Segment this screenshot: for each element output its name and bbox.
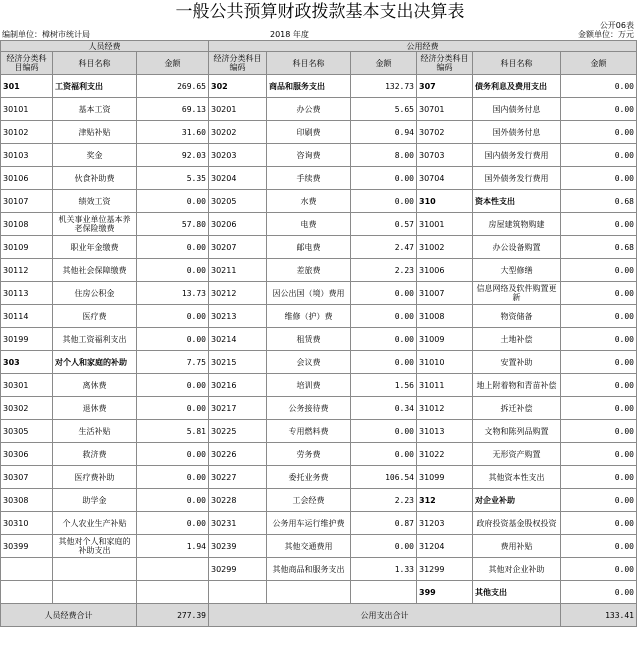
code-cell: 30102 xyxy=(1,121,53,144)
code-cell: 31006 xyxy=(417,259,473,282)
code-cell: 399 xyxy=(417,581,473,604)
amount-cell: 0.00 xyxy=(137,236,209,259)
group-public-header: 公用经费 xyxy=(209,41,637,52)
code-cell: 30305 xyxy=(1,420,53,443)
code-cell xyxy=(209,581,267,604)
item-name-cell: 债务利息及费用支出 xyxy=(473,75,561,98)
amount-cell: 0.00 xyxy=(351,351,417,374)
amount-cell: 2.47 xyxy=(351,236,417,259)
public-total-value: 133.41 xyxy=(561,604,637,627)
amount-cell: 0.00 xyxy=(561,144,637,167)
amount-cell: 0.00 xyxy=(351,305,417,328)
amount-cell: 0.00 xyxy=(561,535,637,558)
amount-cell: 0.00 xyxy=(351,167,417,190)
amount-cell: 2.23 xyxy=(351,259,417,282)
code-cell: 31022 xyxy=(417,443,473,466)
code-cell: 30225 xyxy=(209,420,267,443)
item-name-cell: 医疗费补助 xyxy=(53,466,137,489)
code-cell: 31010 xyxy=(417,351,473,374)
item-name-cell: 办公设备购置 xyxy=(473,236,561,259)
amount-cell: 0.00 xyxy=(351,190,417,213)
amount-cell: 0.00 xyxy=(351,420,417,443)
item-name-cell: 租赁费 xyxy=(267,328,351,351)
col-code-header: 经济分类科目编码 xyxy=(209,52,267,75)
item-name-cell: 公务接待费 xyxy=(267,397,351,420)
form-number: 公开06表 xyxy=(599,21,634,30)
item-name-cell: 印刷费 xyxy=(267,121,351,144)
table-row xyxy=(1,121,637,144)
code-cell: 31099 xyxy=(417,466,473,489)
code-cell: 30205 xyxy=(209,190,267,213)
code-cell: 30204 xyxy=(209,167,267,190)
item-name-cell: 退休费 xyxy=(53,397,137,420)
amount-cell: 5.65 xyxy=(351,98,417,121)
table-row xyxy=(1,581,637,604)
code-cell: 30227 xyxy=(209,466,267,489)
column-header-row xyxy=(1,52,637,75)
item-name-cell: 劳务费 xyxy=(267,443,351,466)
item-name-cell: 工会经费 xyxy=(267,489,351,512)
amount-cell: 0.68 xyxy=(561,236,637,259)
col-code-header: 经济分类科目编码 xyxy=(417,52,473,75)
amount-cell: 5.81 xyxy=(137,420,209,443)
item-name-cell: 委托业务费 xyxy=(267,466,351,489)
amount-cell: 2.23 xyxy=(351,489,417,512)
amount-cell: 269.65 xyxy=(137,75,209,98)
amount-cell: 0.00 xyxy=(561,259,637,282)
table-row xyxy=(1,512,637,535)
table-row xyxy=(1,213,637,236)
code-cell: 30228 xyxy=(209,489,267,512)
code-cell: 30215 xyxy=(209,351,267,374)
item-name-cell: 土地补偿 xyxy=(473,328,561,351)
code-cell: 302 xyxy=(209,75,267,98)
code-cell: 31012 xyxy=(417,397,473,420)
item-name-cell: 信息网络及软件购置更新 xyxy=(473,282,561,305)
amount-cell: 57.80 xyxy=(137,213,209,236)
amount-cell: 0.57 xyxy=(351,213,417,236)
amount-cell: 132.73 xyxy=(351,75,417,98)
code-cell: 30112 xyxy=(1,259,53,282)
amount-cell: 0.00 xyxy=(351,328,417,351)
item-name-cell: 房屋建筑物购建 xyxy=(473,213,561,236)
item-name-cell: 维修（护）费 xyxy=(267,305,351,328)
item-name-cell: 住房公积金 xyxy=(53,282,137,305)
code-cell: 31007 xyxy=(417,282,473,305)
group-personnel-header: 人员经费 xyxy=(1,41,209,52)
item-name-cell: 专用燃料费 xyxy=(267,420,351,443)
amount-cell: 0.00 xyxy=(561,397,637,420)
amount-cell: 0.00 xyxy=(137,489,209,512)
amount-cell: 0.94 xyxy=(351,121,417,144)
amount-cell: 0.00 xyxy=(561,167,637,190)
code-cell: 30213 xyxy=(209,305,267,328)
code-cell: 30301 xyxy=(1,374,53,397)
code-cell: 30701 xyxy=(417,98,473,121)
amount-cell: 0.00 xyxy=(561,374,637,397)
item-name-cell: 地上附着物和青苗补偿 xyxy=(473,374,561,397)
table-row xyxy=(1,374,637,397)
item-name-cell: 奖金 xyxy=(53,144,137,167)
personnel-total-value: 277.39 xyxy=(137,604,209,627)
code-cell: 30306 xyxy=(1,443,53,466)
code-cell: 30302 xyxy=(1,397,53,420)
item-name-cell: 电费 xyxy=(267,213,351,236)
code-cell: 30201 xyxy=(209,98,267,121)
table-row xyxy=(1,351,637,374)
code-cell: 30206 xyxy=(209,213,267,236)
item-name-cell xyxy=(53,581,137,604)
expenditure-table xyxy=(0,40,637,627)
item-name-cell: 会议费 xyxy=(267,351,351,374)
amount-cell: 0.00 xyxy=(561,558,637,581)
amount-cell: 0.00 xyxy=(351,535,417,558)
table-row xyxy=(1,397,637,420)
item-name-cell: 个人农业生产补贴 xyxy=(53,512,137,535)
code-cell: 303 xyxy=(1,351,53,374)
table-row xyxy=(1,75,637,98)
amount-cell: 0.00 xyxy=(561,305,637,328)
item-name-cell: 商品和服务支出 xyxy=(267,75,351,98)
item-name-cell: 救济费 xyxy=(53,443,137,466)
amount-cell: 0.34 xyxy=(351,397,417,420)
amount-cell: 0.00 xyxy=(561,420,637,443)
amount-cell: 0.00 xyxy=(561,98,637,121)
item-name-cell xyxy=(53,558,137,581)
code-cell: 31002 xyxy=(417,236,473,259)
code-cell: 30202 xyxy=(209,121,267,144)
table-row xyxy=(1,420,637,443)
table-row xyxy=(1,558,637,581)
code-cell: 31011 xyxy=(417,374,473,397)
amount-cell: 0.00 xyxy=(561,581,637,604)
item-name-cell: 其他社会保障缴费 xyxy=(53,259,137,282)
item-name-cell: 物资储备 xyxy=(473,305,561,328)
item-name-cell: 工资福利支出 xyxy=(53,75,137,98)
code-cell: 30114 xyxy=(1,305,53,328)
public-total-label: 公用支出合计 xyxy=(209,604,561,627)
item-name-cell: 政府投资基金股权投资 xyxy=(473,512,561,535)
code-cell: 30212 xyxy=(209,282,267,305)
item-name-cell: 差旅费 xyxy=(267,259,351,282)
code-cell: 30216 xyxy=(209,374,267,397)
amount-cell: 69.13 xyxy=(137,98,209,121)
code-cell: 31204 xyxy=(417,535,473,558)
amount-cell xyxy=(137,581,209,604)
col-name-header: 科目名称 xyxy=(267,52,351,75)
col-amount-header: 金额 xyxy=(137,52,209,75)
item-name-cell: 绩效工资 xyxy=(53,190,137,213)
table-row xyxy=(1,190,637,213)
amount-cell: 8.00 xyxy=(351,144,417,167)
personnel-total-label: 人员经费合计 xyxy=(1,604,137,627)
table-row xyxy=(1,328,637,351)
item-name-cell: 基本工资 xyxy=(53,98,137,121)
amount-cell: 0.00 xyxy=(137,190,209,213)
code-cell: 312 xyxy=(417,489,473,512)
code-cell: 31203 xyxy=(417,512,473,535)
code-cell: 30239 xyxy=(209,535,267,558)
amount-cell: 0.00 xyxy=(561,75,637,98)
code-cell xyxy=(1,558,53,581)
item-name-cell xyxy=(267,581,351,604)
amount-cell xyxy=(137,558,209,581)
item-name-cell: 其他支出 xyxy=(473,581,561,604)
item-name-cell: 对企业补助 xyxy=(473,489,561,512)
col-amount-header: 金额 xyxy=(351,52,417,75)
code-cell: 30307 xyxy=(1,466,53,489)
item-name-cell: 伙食补助费 xyxy=(53,167,137,190)
item-name-cell: 其他对企业补助 xyxy=(473,558,561,581)
amount-cell: 13.73 xyxy=(137,282,209,305)
amount-cell: 0.87 xyxy=(351,512,417,535)
item-name-cell: 津贴补贴 xyxy=(53,121,137,144)
item-name-cell: 文物和陈列品购置 xyxy=(473,420,561,443)
code-cell xyxy=(1,581,53,604)
item-name-cell: 国内债务发行费用 xyxy=(473,144,561,167)
amount-cell: 1.94 xyxy=(137,535,209,558)
amount-cell: 0.68 xyxy=(561,190,637,213)
amount-cell: 0.00 xyxy=(137,305,209,328)
org-label: 编制单位：樟树市统计局 xyxy=(2,30,90,39)
amount-cell: 0.00 xyxy=(137,466,209,489)
code-cell: 30113 xyxy=(1,282,53,305)
item-name-cell: 因公出国（境）费用 xyxy=(267,282,351,305)
amount-cell: 0.00 xyxy=(137,374,209,397)
item-name-cell: 其他商品和服务支出 xyxy=(267,558,351,581)
code-cell: 30207 xyxy=(209,236,267,259)
amount-cell: 0.00 xyxy=(561,489,637,512)
amount-cell: 31.60 xyxy=(137,121,209,144)
code-cell: 30106 xyxy=(1,167,53,190)
code-cell: 30226 xyxy=(209,443,267,466)
amount-cell: 5.35 xyxy=(137,167,209,190)
amount-cell: 0.00 xyxy=(561,282,637,305)
item-name-cell: 对个人和家庭的补助 xyxy=(53,351,137,374)
table-row xyxy=(1,167,637,190)
code-cell: 30109 xyxy=(1,236,53,259)
item-name-cell: 离休费 xyxy=(53,374,137,397)
table-row xyxy=(1,466,637,489)
item-name-cell: 拆迁补偿 xyxy=(473,397,561,420)
table-row xyxy=(1,259,637,282)
item-name-cell: 费用补贴 xyxy=(473,535,561,558)
item-name-cell: 生活补贴 xyxy=(53,420,137,443)
amount-cell: 0.00 xyxy=(561,512,637,535)
item-name-cell: 水费 xyxy=(267,190,351,213)
code-cell: 30203 xyxy=(209,144,267,167)
table-row xyxy=(1,144,637,167)
amount-cell: 0.00 xyxy=(561,443,637,466)
amount-cell: 0.00 xyxy=(561,121,637,144)
code-cell: 31013 xyxy=(417,420,473,443)
amount-cell: 106.54 xyxy=(351,466,417,489)
col-name-header: 科目名称 xyxy=(473,52,561,75)
amount-cell: 0.00 xyxy=(137,397,209,420)
report-title: 一般公共预算财政拨款基本支出决算表 xyxy=(175,2,465,22)
item-name-cell: 其他资本性支出 xyxy=(473,466,561,489)
table-row xyxy=(1,305,637,328)
amount-cell: 0.00 xyxy=(137,259,209,282)
item-name-cell: 国外债务发行费用 xyxy=(473,167,561,190)
code-cell: 30108 xyxy=(1,213,53,236)
item-name-cell: 咨询费 xyxy=(267,144,351,167)
code-cell: 30310 xyxy=(1,512,53,535)
item-name-cell: 安置补助 xyxy=(473,351,561,374)
amount-cell: 0.00 xyxy=(137,512,209,535)
table-row xyxy=(1,489,637,512)
amount-cell: 0.00 xyxy=(561,466,637,489)
code-cell: 310 xyxy=(417,190,473,213)
code-cell: 31008 xyxy=(417,305,473,328)
amount-cell: 7.75 xyxy=(137,351,209,374)
item-name-cell: 办公费 xyxy=(267,98,351,121)
item-name-cell: 职业年金缴费 xyxy=(53,236,137,259)
code-cell: 31299 xyxy=(417,558,473,581)
code-cell: 30399 xyxy=(1,535,53,558)
item-name-cell: 机关事业单位基本养老保险缴费 xyxy=(53,213,137,236)
amount-cell: 1.33 xyxy=(351,558,417,581)
code-cell: 30199 xyxy=(1,328,53,351)
amount-cell: 0.00 xyxy=(561,351,637,374)
table-row xyxy=(1,282,637,305)
code-cell: 30217 xyxy=(209,397,267,420)
code-cell: 30702 xyxy=(417,121,473,144)
table-row xyxy=(1,535,637,558)
group-header-row xyxy=(1,41,637,52)
item-name-cell: 培训费 xyxy=(267,374,351,397)
totals-row xyxy=(1,604,637,627)
code-cell: 31001 xyxy=(417,213,473,236)
item-name-cell: 国内债务付息 xyxy=(473,98,561,121)
item-name-cell: 其他交通费用 xyxy=(267,535,351,558)
col-name-header: 科目名称 xyxy=(53,52,137,75)
table-row xyxy=(1,443,637,466)
code-cell: 30308 xyxy=(1,489,53,512)
amount-cell: 0.00 xyxy=(351,282,417,305)
code-cell: 30214 xyxy=(209,328,267,351)
code-cell: 30211 xyxy=(209,259,267,282)
code-cell: 30103 xyxy=(1,144,53,167)
amount-cell: 0.00 xyxy=(137,328,209,351)
unit-label: 金额单位：万元 xyxy=(578,30,634,39)
item-name-cell: 公务用车运行维护费 xyxy=(267,512,351,535)
amount-cell: 0.00 xyxy=(561,328,637,351)
amount-cell: 0.00 xyxy=(351,443,417,466)
col-code-header: 经济分类科目编码 xyxy=(1,52,53,75)
amount-cell: 92.03 xyxy=(137,144,209,167)
item-name-cell: 医疗费 xyxy=(53,305,137,328)
amount-cell: 0.00 xyxy=(561,213,637,236)
item-name-cell: 邮电费 xyxy=(267,236,351,259)
code-cell: 30704 xyxy=(417,167,473,190)
item-name-cell: 国外债务付息 xyxy=(473,121,561,144)
code-cell: 30107 xyxy=(1,190,53,213)
code-cell: 31009 xyxy=(417,328,473,351)
table-row xyxy=(1,98,637,121)
amount-cell xyxy=(351,581,417,604)
col-amount-header: 金额 xyxy=(561,52,637,75)
item-name-cell: 其他对个人和家庭的补助支出 xyxy=(53,535,137,558)
code-cell: 30299 xyxy=(209,558,267,581)
table-row xyxy=(1,236,637,259)
item-name-cell: 大型修缮 xyxy=(473,259,561,282)
item-name-cell: 其他工资福利支出 xyxy=(53,328,137,351)
item-name-cell: 手续费 xyxy=(267,167,351,190)
item-name-cell: 无形资产购置 xyxy=(473,443,561,466)
amount-cell: 0.00 xyxy=(137,443,209,466)
item-name-cell: 助学金 xyxy=(53,489,137,512)
code-cell: 30101 xyxy=(1,98,53,121)
code-cell: 307 xyxy=(417,75,473,98)
code-cell: 30703 xyxy=(417,144,473,167)
code-cell: 30231 xyxy=(209,512,267,535)
year-label: 2018 年度 xyxy=(270,30,309,39)
amount-cell: 1.56 xyxy=(351,374,417,397)
item-name-cell: 资本性支出 xyxy=(473,190,561,213)
code-cell: 301 xyxy=(1,75,53,98)
